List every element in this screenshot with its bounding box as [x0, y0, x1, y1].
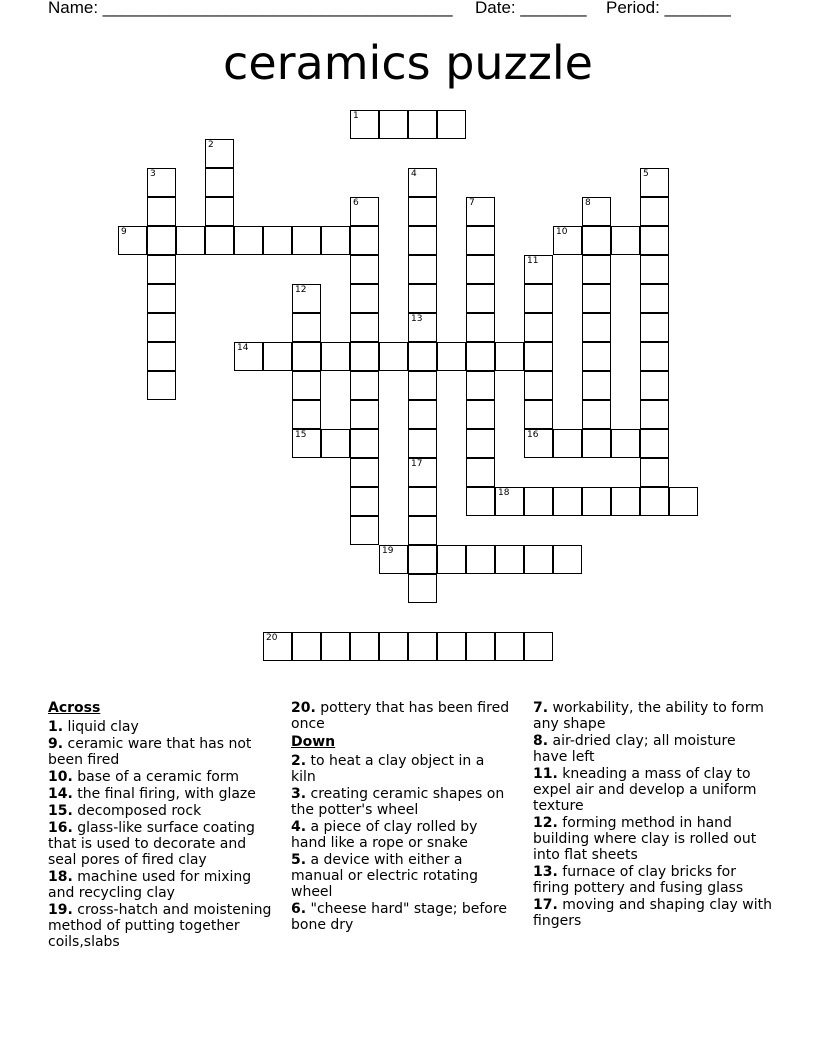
- grid-cell[interactable]: [640, 487, 669, 516]
- grid-cell[interactable]: [466, 487, 495, 516]
- clue-item-number: 4.: [291, 819, 307, 835]
- clue-item-number: 17.: [533, 897, 558, 913]
- grid-cell[interactable]: [524, 255, 553, 284]
- grid-cell[interactable]: [147, 284, 176, 313]
- grid-cell[interactable]: [408, 400, 437, 429]
- grid-cell[interactable]: [292, 400, 321, 429]
- grid-cell[interactable]: [582, 255, 611, 284]
- grid-cell[interactable]: [524, 487, 553, 516]
- grid-cell[interactable]: [147, 255, 176, 284]
- grid-cell[interactable]: [640, 400, 669, 429]
- clue-item-text: cross-hatch and moistening method of putting together coils,slabs: [48, 902, 272, 950]
- grid-cell[interactable]: [466, 545, 495, 574]
- clue-item-text: creating ceramic shapes on the potter's wheel: [291, 786, 505, 818]
- grid-cell[interactable]: [408, 371, 437, 400]
- grid-cell[interactable]: [321, 226, 350, 255]
- grid-cell[interactable]: [640, 255, 669, 284]
- grid-cell[interactable]: [408, 516, 437, 545]
- clue-item-number: 12.: [533, 815, 558, 831]
- clue-number: 7: [469, 198, 475, 208]
- grid-cell[interactable]: [466, 342, 495, 371]
- grid-cell[interactable]: [582, 342, 611, 371]
- grid-cell[interactable]: [147, 168, 176, 197]
- clue-item-number: 5.: [291, 852, 307, 868]
- grid-cell[interactable]: [292, 632, 321, 661]
- clues-column-3: [533, 700, 773, 930]
- clue-item: [291, 753, 511, 785]
- clue-item-text: workability, the ability to form any shape: [533, 700, 764, 732]
- grid-cell[interactable]: [379, 545, 408, 574]
- clue-item-number: 3.: [291, 786, 307, 802]
- grid-cell[interactable]: [292, 313, 321, 342]
- clue-item-number: 15.: [48, 803, 73, 819]
- grid-cell[interactable]: [524, 371, 553, 400]
- grid-cell[interactable]: [611, 226, 640, 255]
- clue-item-text: base of a ceramic form: [72, 769, 240, 785]
- grid-cell[interactable]: [408, 197, 437, 226]
- clue-item-number: 2.: [291, 753, 307, 769]
- grid-cell[interactable]: [205, 226, 234, 255]
- grid-cell[interactable]: [408, 284, 437, 313]
- grid-cell[interactable]: [524, 429, 553, 458]
- grid-cell[interactable]: [553, 545, 582, 574]
- across-heading: Across: [48, 700, 101, 716]
- clue-item-number: 16.: [48, 820, 73, 836]
- grid-cell[interactable]: [234, 226, 263, 255]
- clue-item-number: 10.: [48, 769, 73, 785]
- clue-item: [48, 736, 273, 768]
- grid-cell[interactable]: [524, 632, 553, 661]
- grid-cell[interactable]: [524, 313, 553, 342]
- grid-cell[interactable]: [495, 545, 524, 574]
- grid-cell[interactable]: [205, 168, 234, 197]
- grid-cell[interactable]: [147, 342, 176, 371]
- clue-item-number: 14.: [48, 786, 73, 802]
- grid-cell[interactable]: [176, 226, 205, 255]
- grid-cell[interactable]: [640, 429, 669, 458]
- down-heading: Down: [291, 734, 336, 750]
- grid-cell[interactable]: [466, 371, 495, 400]
- grid-cell[interactable]: [408, 226, 437, 255]
- grid-cell[interactable]: [205, 197, 234, 226]
- clue-number: 12: [295, 285, 307, 295]
- clue-number: 5: [643, 169, 649, 179]
- clue-number: 16: [527, 430, 539, 440]
- clue-item-text: moving and shaping clay with fingers: [533, 897, 772, 929]
- grid-cell[interactable]: [466, 458, 495, 487]
- grid-cell[interactable]: [582, 400, 611, 429]
- clue-number: 20: [266, 633, 278, 643]
- grid-cell[interactable]: [437, 110, 466, 139]
- grid-cell[interactable]: [350, 429, 379, 458]
- grid-cell[interactable]: [640, 371, 669, 400]
- clue-number: 1: [353, 111, 359, 121]
- clue-number: 3: [150, 169, 156, 179]
- grid-cell[interactable]: [350, 487, 379, 516]
- date-field-label: Date: _______: [475, 0, 587, 17]
- clue-item-number: 8.: [533, 733, 549, 749]
- clue-item: [48, 902, 273, 950]
- grid-cell[interactable]: [524, 284, 553, 313]
- grid-cell[interactable]: [640, 342, 669, 371]
- clue-number: 8: [585, 198, 591, 208]
- clue-number: 6: [353, 198, 359, 208]
- grid-cell[interactable]: [466, 313, 495, 342]
- grid-cell[interactable]: [408, 487, 437, 516]
- clue-item: [48, 786, 273, 802]
- clue-item: [48, 769, 273, 785]
- grid-cell[interactable]: [408, 168, 437, 197]
- page-title: ceramics puzzle: [223, 36, 593, 90]
- grid-cell[interactable]: [263, 226, 292, 255]
- clue-item-text: machine used for mixing and recycling clay: [48, 869, 252, 901]
- clue-number: 14: [237, 343, 249, 353]
- clue-item: [291, 786, 511, 818]
- clue-number: 19: [382, 546, 394, 556]
- grid-cell[interactable]: [466, 255, 495, 284]
- grid-cell[interactable]: [147, 226, 176, 255]
- clue-number: 4: [411, 169, 417, 179]
- grid-cell[interactable]: [321, 342, 350, 371]
- grid-cell[interactable]: [582, 197, 611, 226]
- grid-cell[interactable]: [408, 255, 437, 284]
- grid-cell[interactable]: [350, 516, 379, 545]
- clue-item-number: 1.: [48, 719, 64, 735]
- name-field-label: Name: _____________________________________: [48, 0, 453, 17]
- grid-cell[interactable]: [408, 429, 437, 458]
- clue-item-text: to heat a clay object in a kiln: [291, 753, 485, 785]
- clue-item-number: 18.: [48, 869, 73, 885]
- grid-cell[interactable]: [495, 342, 524, 371]
- grid-cell[interactable]: [321, 429, 350, 458]
- clue-number: 18: [498, 488, 510, 498]
- grid-cell[interactable]: [147, 313, 176, 342]
- clue-number: 11: [527, 256, 539, 266]
- grid-cell[interactable]: [466, 197, 495, 226]
- grid-cell[interactable]: [408, 545, 437, 574]
- grid-cell[interactable]: [437, 545, 466, 574]
- grid-cell[interactable]: [466, 632, 495, 661]
- grid-cell[interactable]: [234, 342, 263, 371]
- clue-item-text: the final firing, with glaze: [72, 786, 256, 802]
- grid-cell[interactable]: [582, 371, 611, 400]
- grid-cell[interactable]: [408, 110, 437, 139]
- grid-cell[interactable]: [466, 226, 495, 255]
- clue-number: 15: [295, 430, 307, 440]
- clue-item-text: furnace of clay bricks for firing pottery and fusing glass: [533, 864, 744, 896]
- grid-cell[interactable]: [350, 458, 379, 487]
- grid-cell[interactable]: [582, 313, 611, 342]
- grid-cell[interactable]: [350, 197, 379, 226]
- clue-item: [533, 897, 773, 929]
- clue-item-text: liquid clay: [63, 719, 139, 735]
- clue-item-text: air-dried clay; all moisture have left: [533, 733, 736, 765]
- grid-cell[interactable]: [205, 139, 234, 168]
- grid-cell[interactable]: [582, 487, 611, 516]
- grid-cell[interactable]: [466, 400, 495, 429]
- clue-item-number: 7.: [533, 700, 549, 716]
- grid-cell[interactable]: [350, 226, 379, 255]
- grid-cell[interactable]: [640, 226, 669, 255]
- grid-cell[interactable]: [292, 429, 321, 458]
- grid-cell[interactable]: [524, 545, 553, 574]
- clue-item: [533, 766, 773, 814]
- grid-cell[interactable]: [350, 110, 379, 139]
- clue-item-text: a device with either a manual or electric rotating wheel: [291, 852, 478, 900]
- grid-cell[interactable]: [466, 284, 495, 313]
- clue-item: [533, 815, 773, 863]
- grid-cell[interactable]: [524, 400, 553, 429]
- grid-cell[interactable]: [350, 400, 379, 429]
- clue-number: 13: [411, 314, 423, 324]
- grid-cell[interactable]: [553, 429, 582, 458]
- grid-cell[interactable]: [321, 632, 350, 661]
- clue-item-text: a piece of clay rolled by hand like a rope or snake: [291, 819, 478, 851]
- grid-cell[interactable]: [118, 226, 147, 255]
- clue-item-number: 13.: [533, 864, 558, 880]
- clue-item-text: glass-like surface coating that is used to decorate and seal pores of fired clay: [48, 820, 255, 868]
- grid-cell[interactable]: [437, 632, 466, 661]
- grid-cell[interactable]: [582, 429, 611, 458]
- grid-cell[interactable]: [495, 632, 524, 661]
- grid-cell[interactable]: [408, 313, 437, 342]
- clue-item: [48, 719, 273, 735]
- clue-number: 9: [121, 227, 127, 237]
- grid-cell[interactable]: [582, 226, 611, 255]
- clue-number: 10: [556, 227, 568, 237]
- clue-item-text: decomposed rock: [72, 803, 202, 819]
- grid-cell[interactable]: [553, 487, 582, 516]
- clue-item: [291, 819, 511, 851]
- grid-cell[interactable]: [408, 458, 437, 487]
- clue-number: 17: [411, 459, 423, 469]
- grid-cell[interactable]: [408, 632, 437, 661]
- grid-cell[interactable]: [495, 487, 524, 516]
- grid-cell[interactable]: [292, 284, 321, 313]
- grid-cell[interactable]: [408, 342, 437, 371]
- grid-cell[interactable]: [640, 284, 669, 313]
- clue-item-number: 9.: [48, 736, 64, 752]
- grid-cell[interactable]: [553, 226, 582, 255]
- clue-item-number: 11.: [533, 766, 558, 782]
- clue-item-text: pottery that has been fired once: [291, 700, 510, 732]
- period-field-label: Period: _______: [606, 0, 731, 17]
- clue-item-text: "cheese hard" stage; before bone dry: [291, 901, 507, 933]
- grid-cell[interactable]: [350, 371, 379, 400]
- grid-cell[interactable]: [582, 284, 611, 313]
- clue-item: [48, 869, 273, 901]
- grid-cell[interactable]: [379, 632, 408, 661]
- clue-number: 2: [208, 140, 214, 150]
- grid-cell[interactable]: [263, 632, 292, 661]
- grid-cell[interactable]: [640, 313, 669, 342]
- clue-item: [48, 820, 273, 868]
- clue-item-number: 20.: [291, 700, 316, 716]
- grid-cell[interactable]: [350, 342, 379, 371]
- clue-item: [533, 733, 773, 765]
- grid-cell[interactable]: [466, 429, 495, 458]
- grid-cell[interactable]: [292, 371, 321, 400]
- grid-cell[interactable]: [611, 487, 640, 516]
- grid-cell[interactable]: [611, 429, 640, 458]
- grid-cell[interactable]: [408, 574, 437, 603]
- grid-cell[interactable]: [147, 197, 176, 226]
- clues-column-2: [291, 700, 511, 934]
- clue-item-number: 19.: [48, 902, 73, 918]
- grid-cell[interactable]: [379, 342, 408, 371]
- grid-cell[interactable]: [379, 110, 408, 139]
- clue-item-text: forming method in hand building where clay is rolled out into flat sheets: [533, 815, 757, 863]
- grid-cell[interactable]: [524, 342, 553, 371]
- clue-item: [533, 700, 773, 732]
- grid-cell[interactable]: [437, 342, 466, 371]
- grid-cell[interactable]: [292, 226, 321, 255]
- grid-cell[interactable]: [263, 342, 292, 371]
- grid-cell[interactable]: [640, 168, 669, 197]
- clue-item: [291, 901, 511, 933]
- clue-item-text: kneading a mass of clay to expel air and develop a uniform texture: [533, 766, 757, 814]
- grid-cell[interactable]: [640, 458, 669, 487]
- grid-cell[interactable]: [640, 197, 669, 226]
- grid-cell[interactable]: [147, 371, 176, 400]
- clue-item: [48, 803, 273, 819]
- clue-item-text: ceramic ware that has not been fired: [48, 736, 252, 768]
- clue-item-number: 6.: [291, 901, 307, 917]
- clues-column-1: [48, 700, 273, 951]
- grid-cell[interactable]: [350, 632, 379, 661]
- grid-cell[interactable]: [292, 342, 321, 371]
- grid-cell[interactable]: [350, 284, 379, 313]
- grid-cell[interactable]: [350, 313, 379, 342]
- clue-item: [533, 864, 773, 896]
- grid-cell[interactable]: [669, 487, 698, 516]
- grid-cell[interactable]: [350, 255, 379, 284]
- clue-item: [291, 700, 511, 732]
- clue-item: [291, 852, 511, 900]
